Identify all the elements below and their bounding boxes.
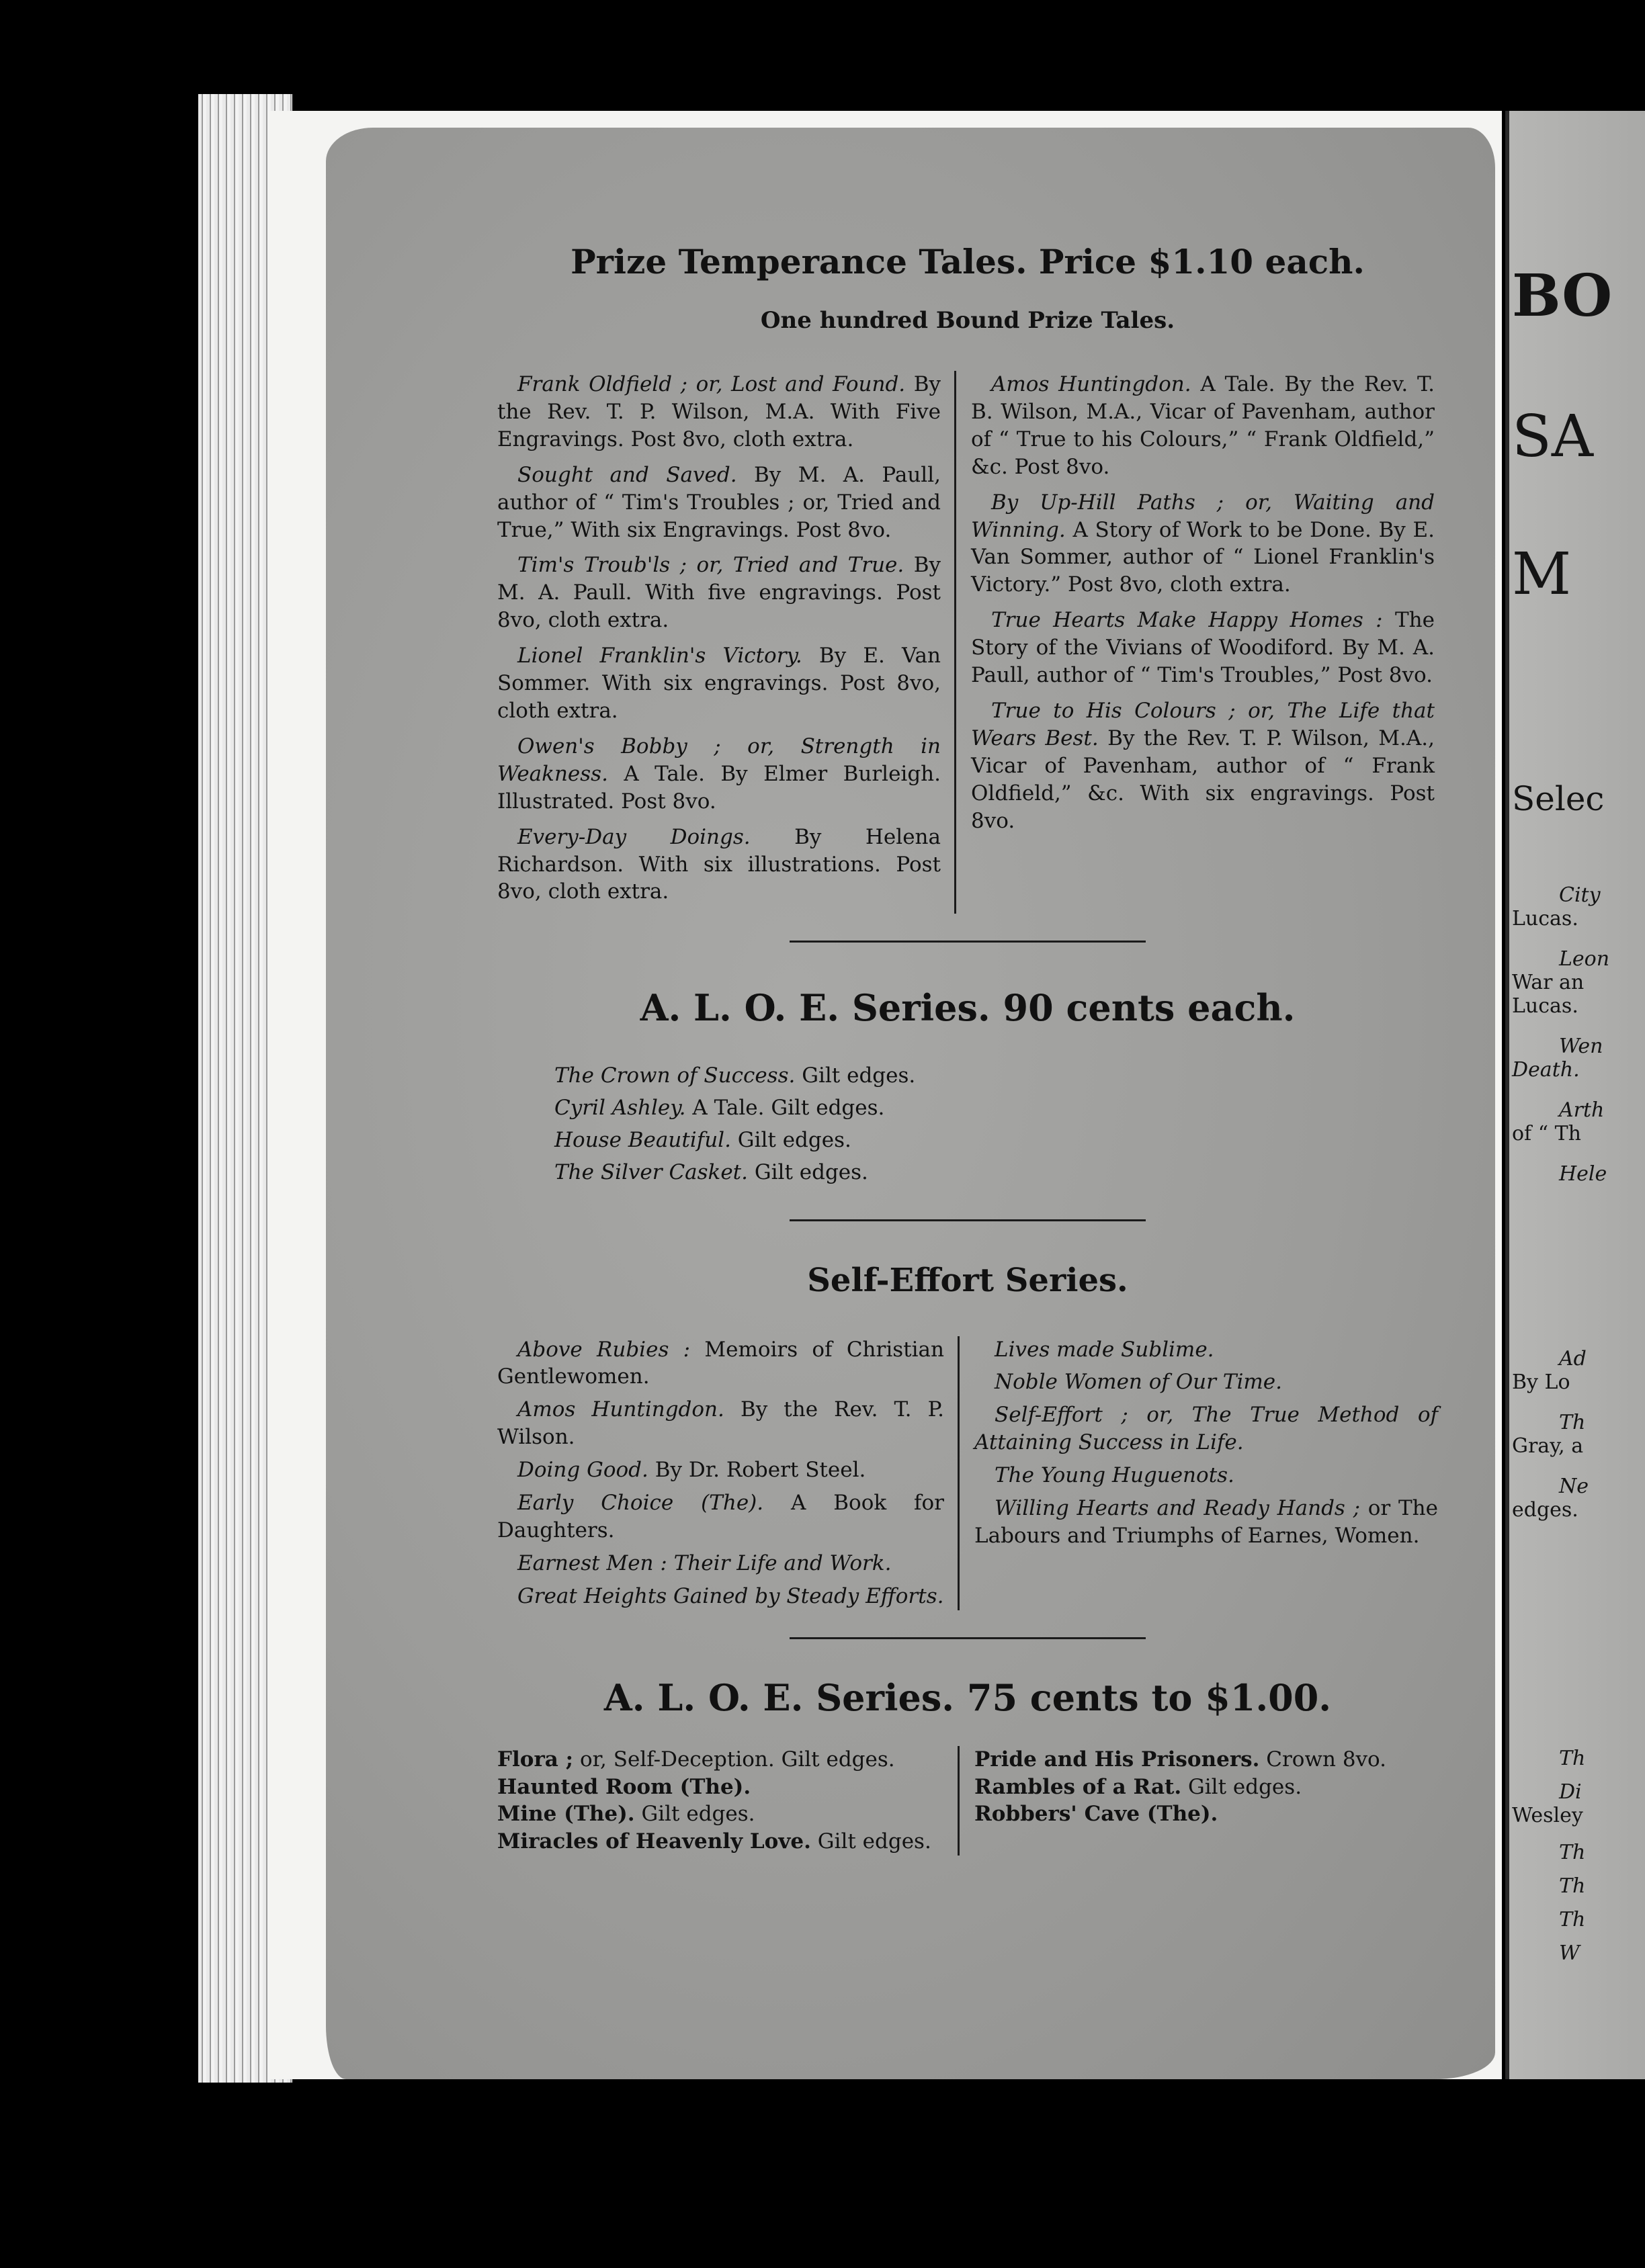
book-description: By the Rev. T. P. Wilson.: [497, 1397, 944, 1450]
facing-fragment: Leon: [1559, 947, 1610, 971]
book-title: Cyril Ashley.: [554, 1096, 686, 1121]
facing-page: [1505, 111, 1645, 2079]
self-effort-heading: Self-Effort Series.: [807, 1261, 1128, 1299]
book-entry: [497, 1583, 944, 1610]
book-title: By Up-Hill Paths ; or, Waiting and Winning.: [971, 490, 1435, 542]
facing-fragment: edges.: [1512, 1498, 1578, 1522]
book-entry: [497, 1828, 944, 1856]
book-entry: [971, 371, 1435, 481]
book-title: Pride and His Prisoners.: [974, 1747, 1260, 1772]
book-title: Rambles of a Rat.: [974, 1774, 1182, 1799]
book-entry: [554, 1156, 1438, 1188]
facing-fragment: Th: [1559, 1747, 1586, 1770]
book-title: Robbers' Cave (The).: [974, 1802, 1218, 1827]
book-entry: [497, 371, 941, 453]
book-description: By M. A. Paull, author of “ Tim's Troubles ; or, Tried and True,” With six Engravings. Post 8vo.: [497, 462, 941, 542]
facing-fragment: War an: [1512, 971, 1585, 994]
book-entry: [974, 1774, 1438, 1801]
book-description: A Story of Work to be Done. By E. Van Sommer, author of “ Lionel Franklin's Victory.” Post 8vo, cloth extra.: [971, 517, 1435, 597]
catalogue-page: [497, 242, 1438, 1856]
book-entry: [554, 1059, 1438, 1092]
book-description: A Tale. By Elmer Burleigh. Illustrated. Post 8vo.: [497, 761, 941, 814]
book-title: Flora ;: [497, 1747, 574, 1772]
book-description: By the Rev. T. P. Wilson, M.A., Vicar of Pavenham, author of “ Frank Oldfield,” &c. With six engravings. Post 8vo.: [971, 726, 1435, 833]
book-title: Above Rubies :: [517, 1337, 691, 1362]
section-divider: [790, 1219, 1146, 1221]
facing-fragment: BO: [1512, 262, 1613, 330]
book-entry: [974, 1401, 1438, 1456]
facing-fragment: SA: [1512, 403, 1594, 470]
book-entry: [497, 1774, 944, 1801]
book-entry: [971, 489, 1435, 599]
book-description: or The Labours and Triumphs of Earnes, Women.: [974, 1496, 1438, 1548]
facing-fragment: Selec: [1512, 779, 1605, 818]
prize-tales-columns: [497, 371, 1438, 914]
book-entry: [497, 1550, 944, 1577]
book-entry: [497, 824, 941, 906]
facing-fragment: Th: [1559, 1874, 1586, 1898]
aloe-75-heading: A. L. O. E. Series. 75 cents to $1.00.: [603, 1675, 1332, 1719]
facing-fragment: Ne: [1559, 1475, 1589, 1498]
book-description: A Tale. By the Rev. T. B. Wilson, M.A., Vicar of Pavenham, author of “ True to his Colours,” “ Frank Oldfield,” &c. Post 8vo.: [971, 372, 1435, 479]
book-title: House Beautiful.: [554, 1128, 731, 1153]
book-description: A Tale. Gilt edges.: [685, 1096, 885, 1121]
facing-fragment: of “ Th: [1512, 1122, 1581, 1145]
book-title: Self-Effort ; or, The True Method of Attaining Success in Life.: [974, 1403, 1438, 1455]
facing-fragment: Th: [1559, 1908, 1586, 1931]
book-title: Lionel Franklin's Victory.: [517, 644, 802, 668]
self-effort-columns: [497, 1336, 1438, 1610]
book-entry: [971, 607, 1435, 689]
book-title: Early Choice (The).: [517, 1491, 764, 1516]
prize-tales-right-column: [956, 371, 1435, 914]
facing-fragment: Ad: [1559, 1347, 1587, 1370]
facing-fragment: Lucas.: [1512, 907, 1578, 930]
book-entry: [497, 1456, 944, 1484]
book-description: By E. Van Sommer. With six engravings. Post 8vo, cloth extra.: [497, 644, 941, 723]
book-entry: [974, 1495, 1438, 1550]
aloe-75-right-column: [960, 1746, 1438, 1856]
book-title: The Silver Casket.: [554, 1160, 748, 1185]
facing-fragment: Wen: [1559, 1035, 1603, 1058]
facing-fragment: W: [1559, 1942, 1580, 1965]
book-entry: [497, 1746, 944, 1774]
book-title: Noble Women of Our Time.: [995, 1370, 1282, 1395]
prize-tales-title: Prize Temperance Tales. Price $1.10 each.: [571, 242, 1365, 281]
facing-fragment: Hele: [1559, 1162, 1607, 1186]
book-entry: [554, 1124, 1438, 1156]
facing-fragment: Th: [1559, 1411, 1586, 1434]
prize-tales-left-column: [497, 371, 956, 914]
facing-fragment: Lucas.: [1512, 994, 1578, 1018]
book-description: A Book for Daughters.: [497, 1491, 944, 1542]
section-divider: [790, 941, 1146, 943]
book-title: Tim's Troub'ls ; or, Tried and True.: [517, 553, 904, 578]
book-description: Gilt edges.: [795, 1063, 916, 1088]
facing-fragment: Death.: [1512, 1058, 1580, 1082]
facing-fragment: Th: [1559, 1841, 1586, 1864]
book-entry: [971, 697, 1435, 835]
book-description: Gilt edges.: [748, 1160, 868, 1185]
prize-tales-subtitle: One hundred Bound Prize Tales.: [760, 307, 1175, 334]
book-description: Gilt edges.: [810, 1829, 931, 1854]
book-title: Doing Good.: [517, 1458, 648, 1483]
book-description: By Dr. Robert Steel.: [648, 1458, 866, 1483]
book-title: The Crown of Success.: [554, 1063, 796, 1088]
book-title: Mine (The).: [497, 1802, 635, 1827]
book-title: Amos Huntingdon.: [517, 1397, 724, 1422]
book-title: Earnest Men : Their Life and Work.: [517, 1551, 892, 1575]
book-entry: [497, 552, 941, 634]
aloe-75-left-column: [497, 1746, 960, 1856]
book-description: The Story of the Vivians of Woodiford. By M. A. Paull, author of “ Tim's Troubles,” Post 8vo.: [971, 608, 1435, 688]
book-description: Memoirs of Christian Gentlewomen.: [497, 1337, 944, 1389]
book-entry: [497, 1336, 944, 1391]
book-title: Haunted Room (The).: [497, 1774, 751, 1799]
facing-fragment: By Lo: [1512, 1370, 1570, 1394]
book-entry: [497, 462, 941, 544]
facing-fragment: City: [1559, 883, 1601, 907]
book-description: Gilt edges.: [730, 1128, 851, 1153]
facing-fragment: Arth: [1559, 1098, 1605, 1122]
book-description: By Helena Richardson. With six illustrations. Post 8vo, cloth extra.: [497, 824, 941, 904]
book-description: or, Self-Deception. Gilt edges.: [573, 1747, 895, 1772]
book-title: Every-Day Doings.: [517, 824, 751, 849]
book-entry: [974, 1462, 1438, 1489]
book-description: Gilt edges.: [634, 1802, 755, 1827]
book-description: By the Rev. T. P. Wilson, M.A. With Five Engravings. Post 8vo, cloth extra.: [497, 372, 941, 451]
book-entry: [497, 1489, 944, 1544]
book-entry: [974, 1336, 1438, 1364]
aloe-75-columns: [497, 1746, 1438, 1856]
book-entry: [497, 733, 941, 816]
book-entry: [974, 1746, 1438, 1774]
book-description: Crown 8vo.: [1259, 1747, 1387, 1772]
book-description: Gilt edges.: [1181, 1774, 1302, 1799]
book-title: The Young Huguenots.: [995, 1463, 1234, 1488]
book-title: True to His Colours ; or, The Life that Wears Best.: [971, 698, 1435, 750]
self-effort-left-column: [497, 1336, 960, 1610]
book-entry: [497, 1396, 944, 1451]
book-entry: [974, 1800, 1438, 1828]
book-entry: [497, 1800, 944, 1828]
self-effort-right-column: [960, 1336, 1438, 1610]
book-title: Frank Oldfield ; or, Lost and Found.: [517, 372, 906, 396]
book-title: Owen's Bobby ; or, Strength in Weakness.: [497, 734, 941, 786]
book-title: True Hearts Make Happy Homes :: [991, 608, 1383, 633]
book-title: Sought and Saved.: [517, 462, 737, 487]
facing-fragment: Di: [1559, 1780, 1582, 1804]
section-divider: [790, 1637, 1146, 1639]
book-entry: [497, 642, 941, 725]
facing-fragment: Wesley: [1512, 1804, 1583, 1827]
book-entry: [974, 1368, 1438, 1396]
book-title: Amos Huntingdon.: [991, 372, 1191, 396]
facing-fragment: M: [1512, 541, 1572, 608]
aloe-90-heading: A. L. O. E. Series. 90 cents each.: [640, 986, 1296, 1030]
book-title: Miracles of Heavenly Love.: [497, 1829, 811, 1854]
book-title: Willing Hearts and Ready Hands ;: [995, 1496, 1361, 1521]
book-description: By M. A. Paull. With five engravings. Post 8vo, cloth extra.: [497, 553, 941, 633]
facing-fragment: Gray, a: [1512, 1434, 1584, 1458]
book-title: Great Heights Gained by Steady Efforts.: [517, 1583, 944, 1608]
book-entry: [554, 1092, 1438, 1124]
aloe-90-list: [497, 1059, 1438, 1188]
book-title: Lives made Sublime.: [995, 1337, 1214, 1362]
